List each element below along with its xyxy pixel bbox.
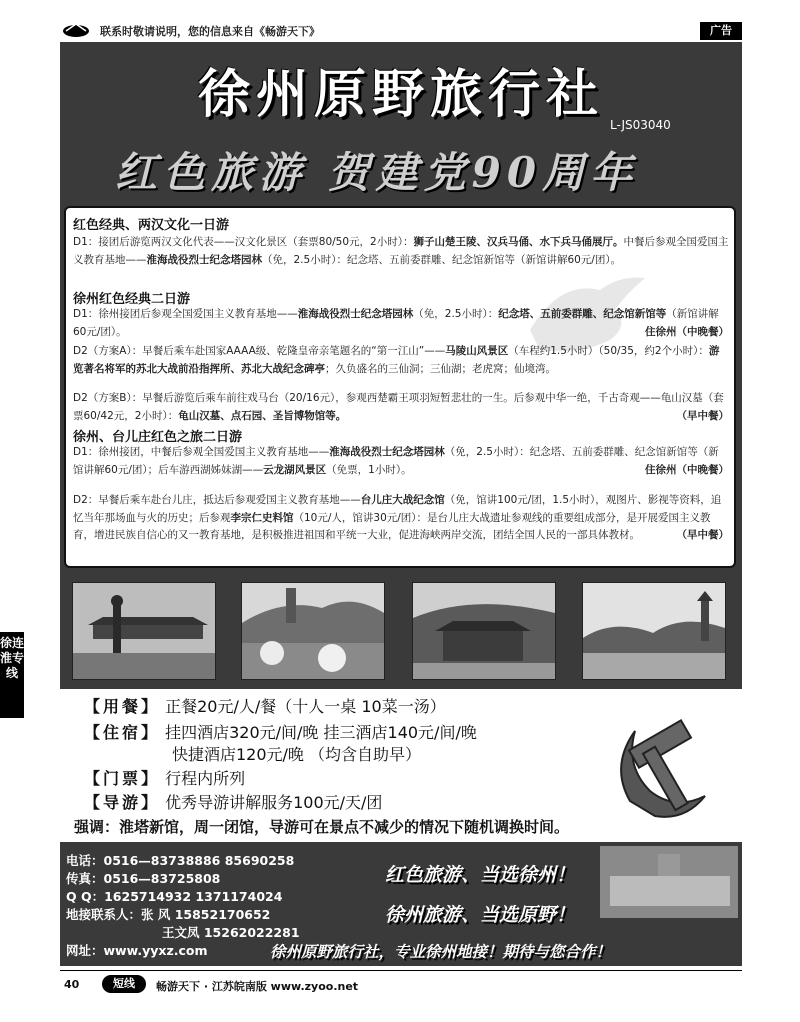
tour-day [73,343,729,378]
day-highlight-2: 李宗仁史料馆 [230,511,294,524]
hotel-value-2: 快捷酒店120元/晚 （均含自助早） [172,745,422,764]
hammer-sickle-icon [600,706,720,826]
day-text: 早餐后乘车赴国家AAAA级、乾隆皇帝亲笔题名的“第一江山”—— [142,345,446,357]
day-text: 早餐后游览后乘车前往戏马台（20/16元），参观西楚霸王项羽短暂悲壮的一生。后参观中华一绝，千古奇观——龟山汉墓（套票60/42元，2小时）： [73,392,724,422]
ad-tag: 广告 [700,22,742,40]
guide-line [84,790,382,813]
section-pill: 短线 [102,975,146,993]
meal-note: 住徐州（中晚餐） [645,463,729,476]
day-text-3: ；久负盛名的三仙洞；三仙湖；老虎窝；仙境湾。 [325,362,556,375]
day-highlight: 狮子山楚王陵、汉兵马俑、水下兵马俑展厅。 [413,236,624,248]
meal-note: （早中餐） [676,529,729,541]
license-number: L-JS03040 [610,118,671,132]
photo-tower-garden [241,582,385,680]
hotel-line [84,720,477,743]
meal-value: 正餐20元/人/餐（十人一桌 10菜一汤） [165,697,446,716]
tour-title: 徐州、台儿庄红色之旅二日游 [73,430,243,445]
guide-value: 优秀导游讲解服务100元/天/团 [165,793,383,812]
day-highlight-2: 淮海战役烈士纪念塔园林 [146,253,262,266]
slogan-xuzhou-tourism: 徐州旅游、当选原野！ [385,904,576,926]
photo-memorial-hall [600,846,738,918]
guide-label: 【导游】 [84,793,161,812]
day-label: D2（方案B）： [73,392,143,404]
ticket-label: 【门票】 [84,769,161,788]
stress-note: 强调：淮塔新馆，周一闭馆，导游可在景点不减少的情况下随机调换时间。 [74,818,570,836]
meal-note: 住徐州（中晚餐） [645,325,729,338]
day-highlight: 马陵山风景区 [445,345,509,357]
day-text: 早餐后乘车赴台儿庄，抵达后参观爱国主义教育基地—— [98,494,361,506]
day-text-2: （免，2.5小时）：纪念塔、五前委群雕、纪念馆新馆等（新馆讲解60元/团）；后车游西湖姊妹湖—— [73,446,719,476]
meal-line [84,694,446,717]
day-highlight: 淮海战役烈士纪念塔园林 [329,446,445,458]
footer-divider [60,970,742,971]
day-label: D1： [73,446,99,458]
contact-person-2: 王文凤 15262022281 [162,925,300,940]
photo-memorial-plaza [72,582,216,680]
tour-day [73,444,729,479]
photo-lake-pagoda [582,582,726,680]
hotel-value: 挂四酒店320元/间/晚 挂三酒店140元/间/晚 [165,723,477,742]
qq: Q Q：1625714932 1371174024 [66,889,283,904]
day-text-3: （10元/人，馆讲30元/团）：是台儿庄大战遗址参观线的重要组成部分，是开展爱国主义教育，增进民族自信心的又一教育基地，是积极推进祖国和平统一大业，促进海峡两岸交流，团结全国人民的一部具体教材。 [73,511,711,541]
day-highlight-2: 游览著名将军的苏北大战前沿指挥所、苏北大战纪念碑亭 [73,345,720,375]
contact-person-1: 地接联系人：张 风 15852170652 [66,907,271,922]
photo-tomb-gate [412,582,556,680]
day-text-2: （免，2.5小时）： [413,308,499,320]
tour-day [73,306,729,341]
slogan-cooperation: 徐州原野旅行社，专业徐州地接！期待与您合作！ [270,943,612,961]
slogan-red-tourism: 红色旅游、当选徐州！ [385,864,576,886]
day-label: D2： [73,494,99,506]
day-highlight: 台儿庄大战纪念馆 [360,494,445,506]
phone: 电话：0516—83738886 85690258 [66,853,295,868]
day-text: 徐州接团后参观全国爱国主义教育基地—— [98,308,298,320]
day-highlight-2: 云龙湖风景区 [263,463,327,476]
tour-title: 徐州红色经典二日游 [73,292,191,307]
meal-note: （早中餐） [676,409,729,422]
page-number: 40 [64,978,80,991]
fax: 传真：0516—83725808 [66,871,221,886]
day-highlight: 淮海战役烈士纪念塔园林 [297,308,414,320]
hotel-label: 【住宿】 [84,723,161,742]
day-text: 徐州接团，中餐后参观全国爱国主义教育基地—— [98,446,330,458]
tour-day [73,390,729,425]
ticket-line [84,766,245,789]
day-highlight-2: 纪念塔、五前委群雕、纪念馆新馆等 [498,308,667,320]
website: 网址：www.yyxz.com [66,943,208,958]
agency-title: 徐州原野旅行社 [197,64,604,125]
meal-label: 【用餐】 [84,697,161,716]
day-label: D1： [73,308,99,320]
route-side-tab: 徐连淮专线 [0,632,24,718]
day-text-3: （免，2.5小时）：纪念塔、五前委群雕、纪念馆新馆等（新馆讲解60元/团）。 [262,253,622,266]
day-highlight: 龟山汉墓、点石园、圣旨博物馆等。 [178,409,347,422]
day-text: 接团后游览两汉文化代表——汉文化景区（套票80/50元，2小时）： [98,236,414,248]
day-text-2: 中餐后参观全国爱国主义教育基地—— [73,236,729,266]
day-text-2: （免，馆讲100元/团，1.5小时），观图片、影视等资料，追忆当年那场血与火的历史；后参观 [73,494,722,524]
day-text-2: （车程约1.5小时）（50/35，约2个小时）： [508,345,709,357]
source-note: 联系时敬请说明，您的信息来自《畅游天下》 [100,25,320,38]
day-label: D2（方案A）： [73,345,143,357]
red-tourism-slogan: 红色旅游 贺建党90周年 [115,148,639,197]
footer-publication: 畅游天下 · 江苏皖南版 www.zyoo.net [156,980,359,993]
day-text-3: （新馆讲解60元/团）。 [73,308,719,338]
day-text-3: （免票，1小时）。 [326,463,412,476]
ticket-value: 行程内所列 [165,769,246,788]
tour-day [73,234,729,269]
magazine-logo-icon [62,22,90,38]
tour-title: 红色经典、两汉文化一日游 [73,218,230,233]
day-label: D1： [73,236,99,248]
tour-day [73,492,729,545]
